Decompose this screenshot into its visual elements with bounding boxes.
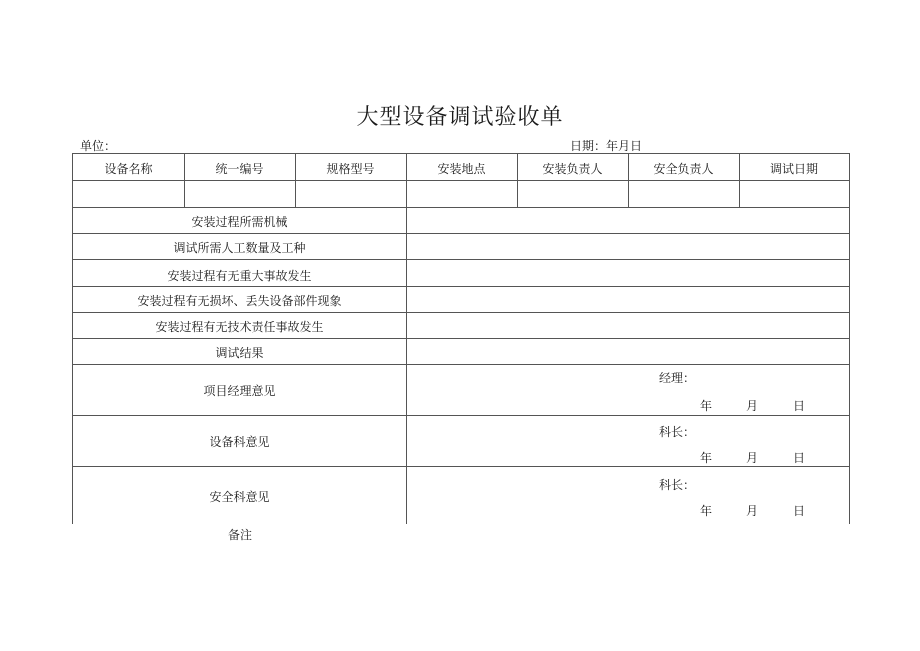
row-divider	[73, 286, 849, 287]
header-unified-number: 统一编号	[215, 162, 264, 176]
signer-label-section-chief: 科长：	[659, 425, 696, 439]
sign-month: 月	[746, 451, 759, 465]
signer-label-manager: 经理：	[659, 371, 696, 385]
date-label: 日期：年月日	[570, 139, 643, 153]
sign-year: 年	[700, 399, 713, 413]
row-divider	[73, 312, 849, 313]
acceptance-form-table	[72, 153, 850, 524]
header-install-manager: 安装负责人	[542, 162, 603, 176]
row-label-debug-result: 调试结果	[215, 346, 264, 360]
signer-label-section-chief: 科长：	[659, 478, 696, 492]
row-divider	[73, 180, 849, 181]
header-safety-manager: 安全负责人	[653, 162, 714, 176]
main-col-divider	[406, 154, 407, 524]
header-model-spec: 规格型号	[326, 162, 375, 176]
row-divider	[73, 233, 849, 234]
row-label-technical-accident: 安装过程有无技术责任事故发生	[155, 320, 324, 334]
remarks-label: 备注	[228, 528, 253, 542]
row-divider	[73, 259, 849, 260]
sign-day: 日	[793, 504, 806, 518]
opinion-label-equipment-dept: 设备科意见	[209, 435, 270, 449]
row-label-install-machinery: 安装过程所需机械	[191, 215, 288, 229]
sign-month: 月	[746, 504, 759, 518]
row-divider	[73, 466, 849, 467]
unit-label: 单位：	[80, 139, 117, 153]
sign-year: 年	[700, 504, 713, 518]
header-install-location: 安装地点	[437, 162, 486, 176]
sign-day: 日	[793, 399, 806, 413]
header-debug-date: 调试日期	[769, 162, 818, 176]
header-device-name: 设备名称	[104, 162, 153, 176]
row-divider	[73, 338, 849, 339]
row-divider	[73, 207, 849, 208]
sign-year: 年	[700, 451, 713, 465]
opinion-label-safety-dept: 安全科意见	[209, 490, 270, 504]
opinion-label-project-manager: 项目经理意见	[203, 384, 276, 398]
sign-day: 日	[793, 451, 806, 465]
page-title: 大型设备调试验收单	[356, 105, 564, 130]
row-label-major-accident: 安装过程有无重大事故发生	[167, 269, 312, 283]
row-label-labor-count: 调试所需人工数量及工种	[173, 241, 306, 255]
sign-month: 月	[746, 399, 759, 413]
row-divider	[73, 364, 849, 365]
row-label-damage-loss: 安装过程有无损坏、丢失设备部件现象	[137, 294, 342, 308]
row-divider	[73, 415, 849, 416]
